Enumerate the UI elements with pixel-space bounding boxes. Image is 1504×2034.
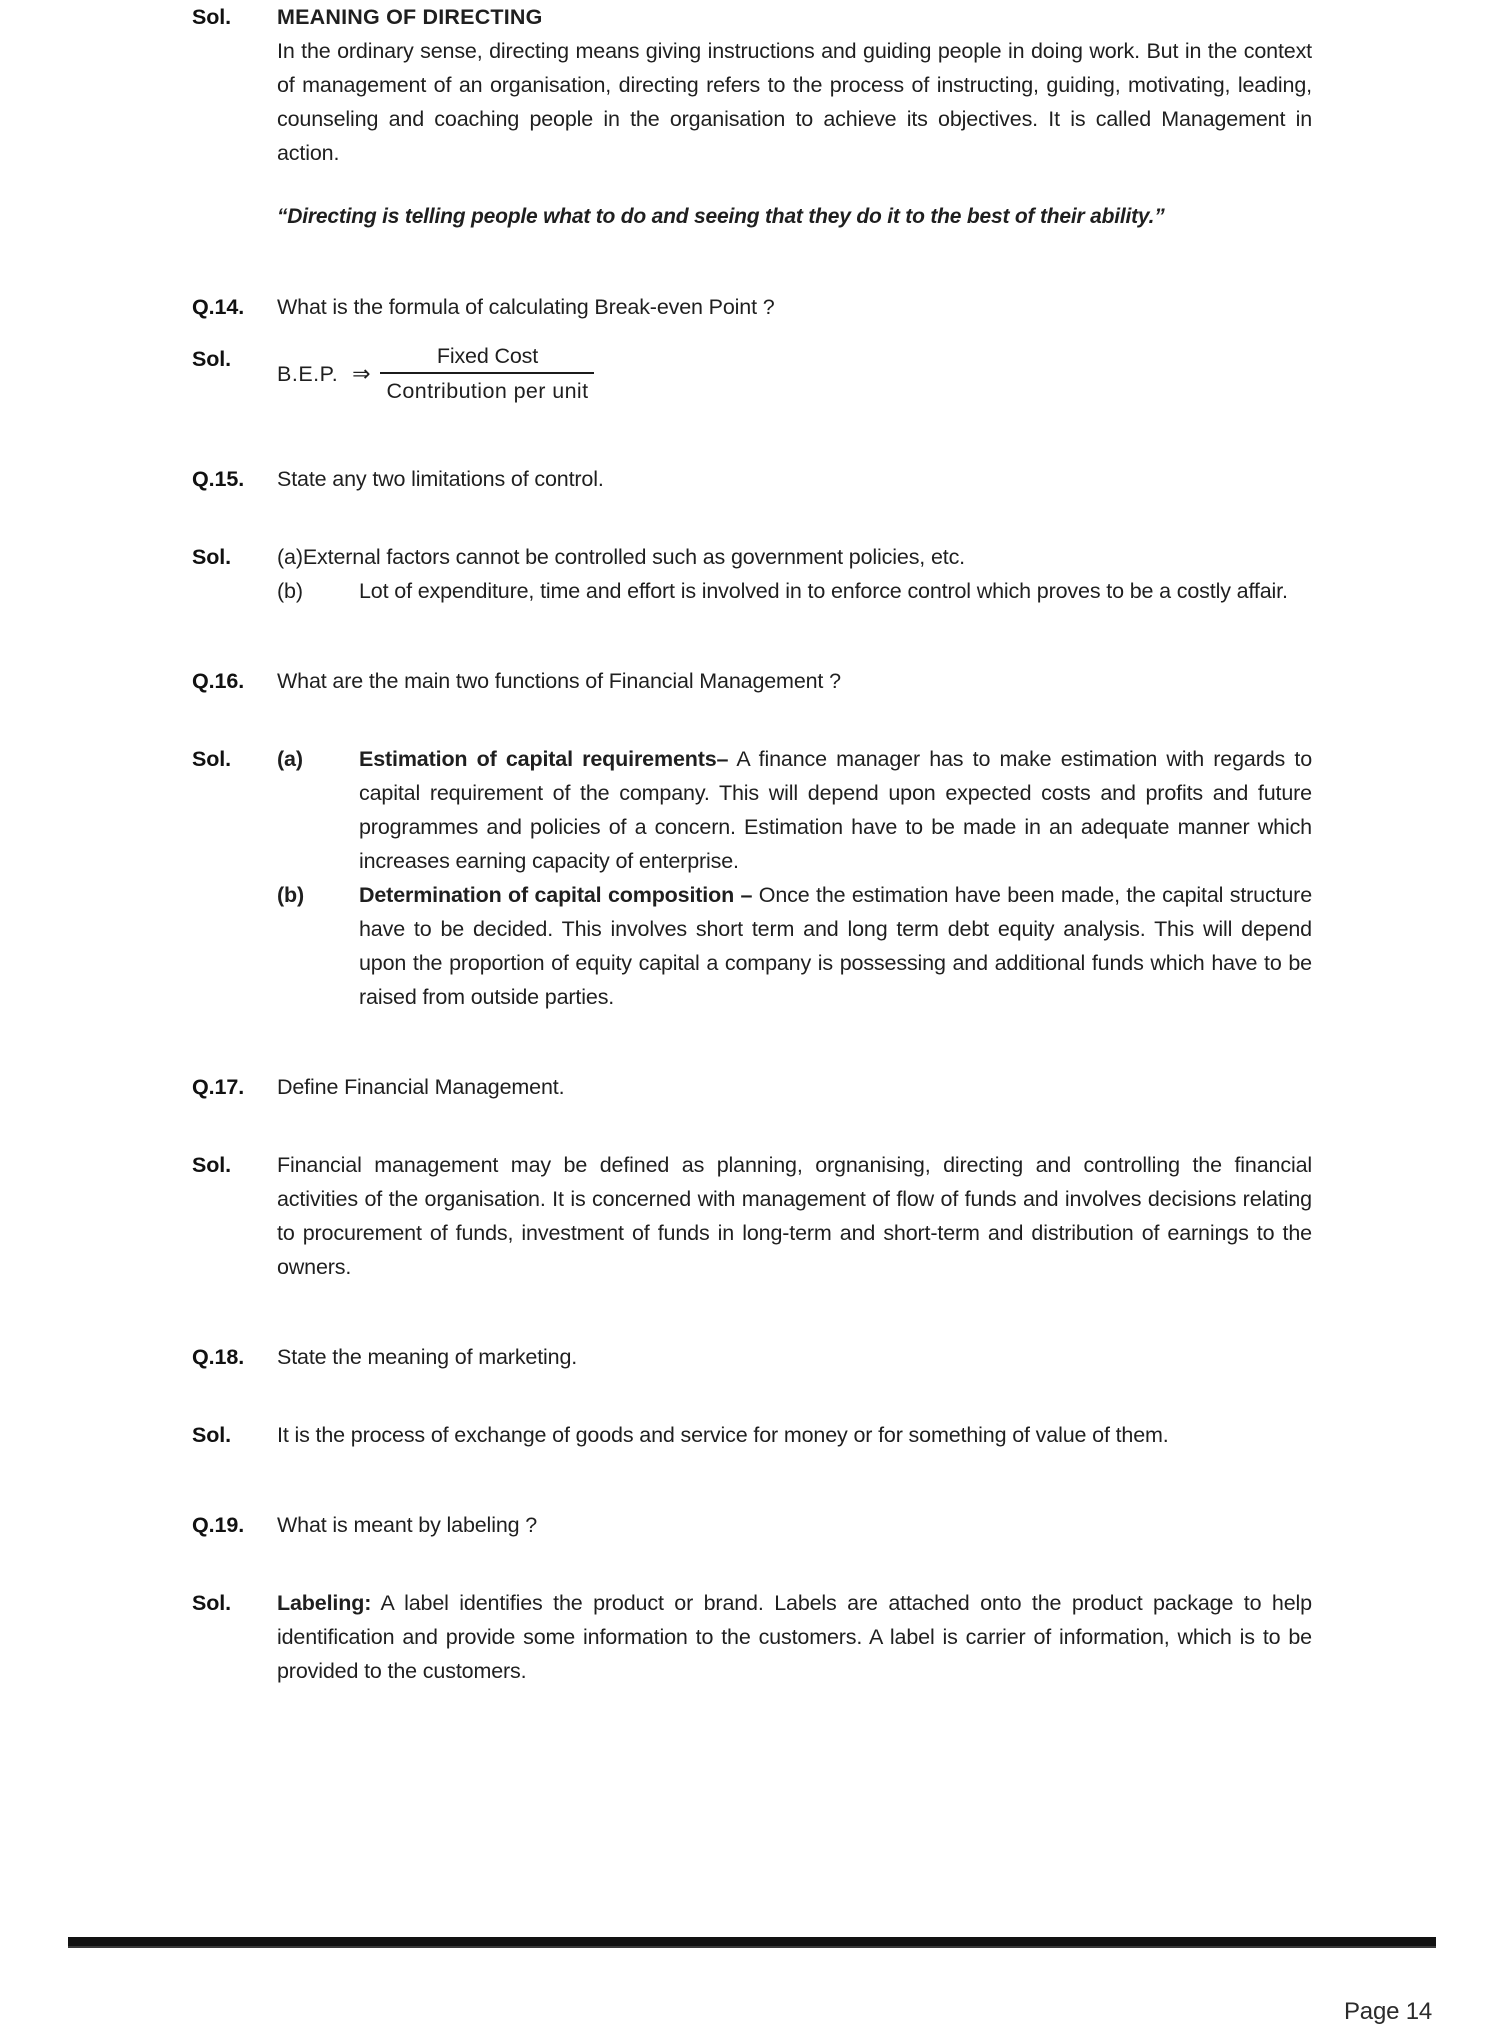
spacer: [192, 234, 1312, 290]
spacer: [192, 608, 1312, 664]
answer-16-body-b: Once the estimation have been made, the capital structure have to be decided. This involves short term and long term debt equity analysis. This will depend upon the proportion of equity capital a company is possessing and additional funds which have to be raised from outside parties.: [359, 883, 1313, 1009]
answer-19-body: A label identifies the product or brand. Labels are attached onto the product package to help identification and provide some information to the customers. A label is carrier of information, which is to be provided to the customers.: [277, 1591, 1312, 1683]
sol-label-17: Sol.: [192, 1153, 232, 1177]
spacer: [192, 1284, 1312, 1340]
answer-15-marker-b: (b): [277, 579, 303, 603]
footer-divider: [68, 1937, 1436, 1948]
directing-answer-block: [192, 0, 1312, 234]
directing-quote: “Directing is telling people what to do and seeing that they do it to the best of their ability.”: [277, 205, 1165, 228]
question-19-label: Q.19.: [192, 1513, 245, 1537]
answer-15-block: [192, 540, 1312, 608]
answer-16-text-a: [359, 742, 1312, 878]
sol-label-19: Sol.: [192, 1591, 232, 1615]
answer-16-title-a: Estimation of capital requirements–: [359, 747, 729, 771]
spacer: [192, 1104, 1312, 1148]
answer-19-text: [277, 1586, 1312, 1688]
answer-15-item-b: [277, 574, 1312, 608]
answer-16-body: [277, 742, 1312, 1014]
question-19-text: What is meant by labeling ?: [277, 1513, 538, 1537]
sol-label-14: Sol.: [192, 347, 232, 371]
spacer: [192, 324, 1312, 342]
spacer: [277, 170, 1312, 200]
question-16-block: [192, 664, 1312, 698]
page-content: [192, 0, 1312, 1688]
implies-arrow-icon: ⇒: [352, 361, 371, 386]
question-18-block: [192, 1340, 1312, 1374]
directing-body: [277, 0, 1312, 234]
spacer: [192, 1542, 1312, 1586]
question-16-text: What are the main two functions of Financial Management ?: [277, 669, 841, 693]
spacer: [192, 1452, 1312, 1508]
bep-fraction: [380, 342, 594, 406]
answer-15-body: [277, 540, 1312, 608]
question-15-label: Q.15.: [192, 467, 245, 491]
answer-15-text-b: Lot of expenditure, time and effort is involved in to enforce control which proves to be a costly affair.: [359, 579, 1288, 603]
answer-16-text-b: [359, 878, 1312, 1014]
answer-14-block: [192, 342, 1312, 406]
answer-17-text: Financial management may be defined as planning, orgnanising, directing and controlling the financial activities of the organisation. It is concerned with management of flow of funds and involves decisions relating to procurement of funds, investment of funds in long-term and short-term and distribution of earnings to the owners.: [277, 1153, 1312, 1279]
bep-lhs-label: B.E.P.: [277, 362, 339, 386]
question-18-text: State the meaning of marketing.: [277, 1345, 578, 1369]
directing-heading: MEANING OF DIRECTING: [277, 5, 543, 29]
question-17-text: Define Financial Management.: [277, 1075, 565, 1099]
question-14-text: What is the formula of calculating Break-even Point ?: [277, 295, 775, 319]
answer-19-title: Labeling:: [277, 1591, 372, 1615]
question-15-block: [192, 462, 1312, 496]
question-17-block: [192, 1070, 1312, 1104]
answer-14-body: [277, 342, 1312, 406]
answer-18-text: It is the process of exchange of goods and service for money or for something of value of them.: [277, 1423, 1169, 1447]
answer-15-text-a: External factors cannot be controlled such as government policies, etc.: [302, 545, 966, 569]
answer-16-item-b: [277, 878, 1312, 1014]
answer-16-body-a: A finance manager has to make estimation with regards to capital requirement of the company. This will depend upon expected costs and profits and future programmes and policies of a concern. Estimation have to be made in an adequate manner which increases earning capacity of enterprise.: [359, 747, 1312, 873]
sol-label-18: Sol.: [192, 1423, 232, 1447]
answer-19-block: [192, 1586, 1312, 1688]
sol-label-16: Sol.: [192, 747, 232, 771]
bep-numerator: Fixed Cost: [436, 344, 539, 368]
bep-formula: [277, 342, 1312, 406]
question-14-label: Q.14.: [192, 295, 245, 319]
directing-paragraph: In the ordinary sense, directing means giving instructions and guiding people in doing work. But in the context of management of an organisation, directing refers to the process of instructing, guiding, motivating, leading, counseling and coaching people in the organisation to achieve its objectives. It is called Management in action.: [277, 39, 1312, 165]
spacer: [192, 698, 1312, 742]
answer-16-marker-a: (a): [277, 747, 303, 771]
question-16-label: Q.16.: [192, 669, 245, 693]
answer-16-title-b: Determination of capital composition –: [359, 883, 753, 907]
page-number: Page 14: [1343, 1998, 1432, 2025]
answer-16-marker-b: (b): [277, 883, 305, 907]
question-18-label: Q.18.: [192, 1345, 245, 1369]
sol-label-15: Sol.: [192, 545, 232, 569]
answer-18-block: [192, 1418, 1312, 1452]
spacer: [192, 496, 1312, 540]
sol-label-directing: Sol.: [192, 5, 232, 29]
question-17-label: Q.17.: [192, 1075, 245, 1099]
answer-15-item-a: [277, 540, 1312, 574]
question-14-block: [192, 290, 1312, 324]
answer-16-block: [192, 742, 1312, 1014]
question-19-block: [192, 1508, 1312, 1542]
answer-16-item-a: [277, 742, 1312, 878]
bep-denominator: Contribution per unit: [386, 379, 589, 403]
spacer: [192, 1014, 1312, 1070]
answer-17-block: [192, 1148, 1312, 1284]
spacer: [192, 406, 1312, 462]
spacer: [192, 1374, 1312, 1418]
question-15-text: State any two limitations of control.: [277, 467, 604, 491]
answer-15-marker-a: (a): [277, 545, 303, 569]
